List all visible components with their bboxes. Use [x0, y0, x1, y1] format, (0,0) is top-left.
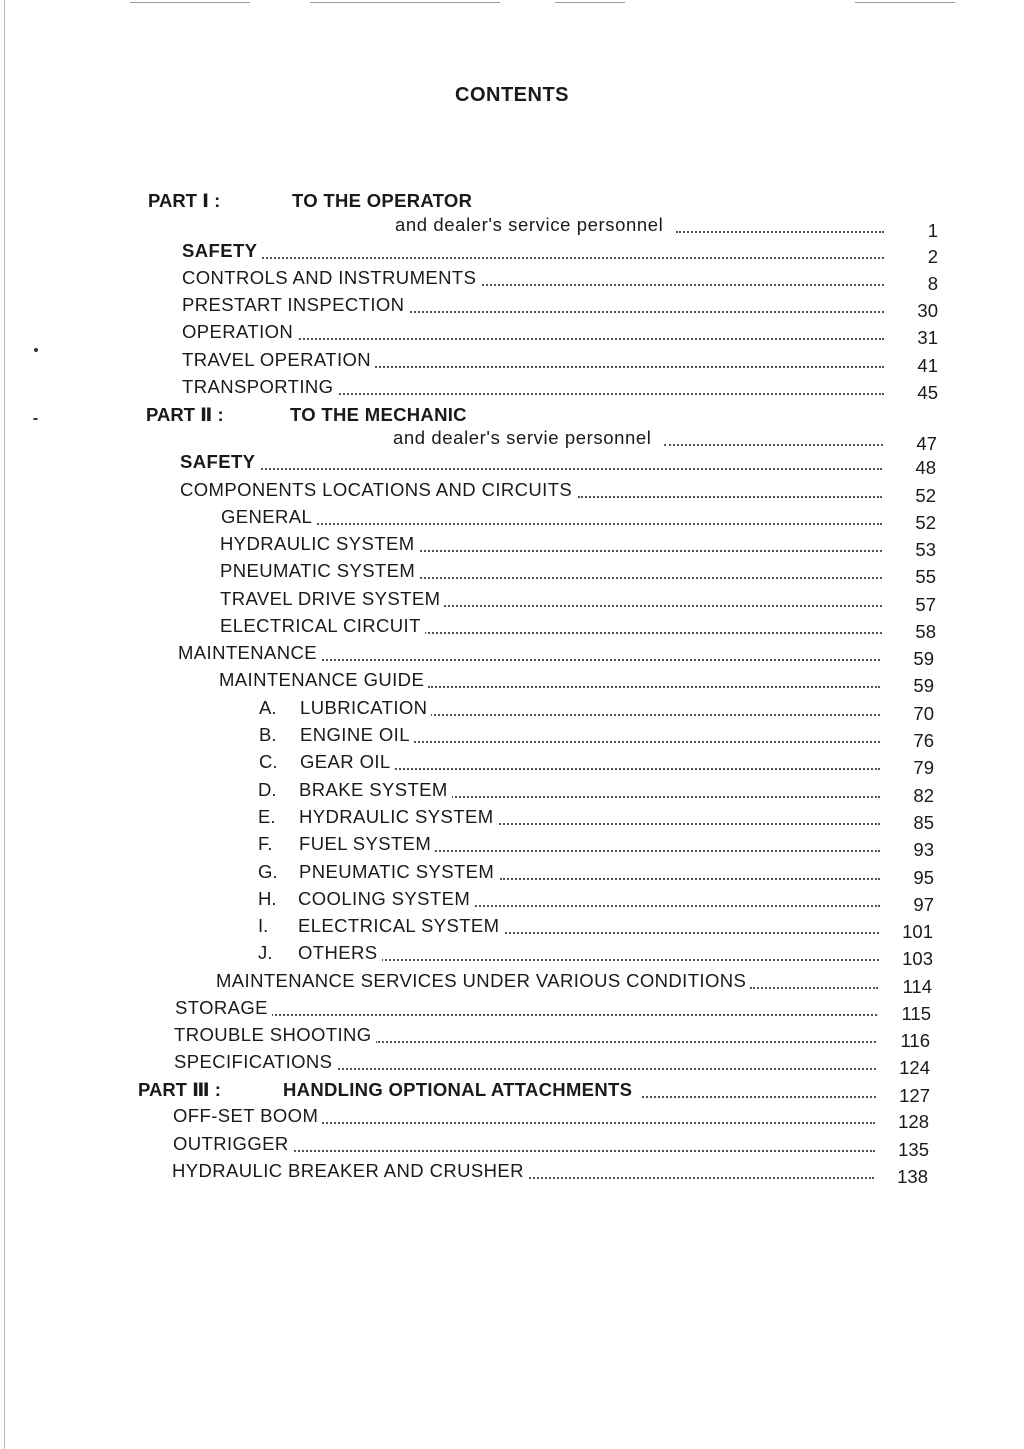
toc-entry — [0, 1051, 1024, 1078]
toc-entry — [0, 779, 1024, 806]
entry-letter: H. — [258, 888, 277, 909]
toc-entry — [0, 724, 1024, 751]
entry-title: SAFETY — [182, 240, 261, 262]
toc-entry — [0, 861, 1024, 888]
toc-part-heading — [0, 1079, 1024, 1106]
toc-part-heading — [0, 190, 1024, 217]
leader-dots — [310, 523, 882, 525]
page-number: 115 — [901, 1003, 931, 1024]
leader-dots — [410, 741, 880, 743]
entry-letter: F. — [258, 833, 273, 854]
leader-dots — [498, 932, 879, 934]
toc-entry — [0, 915, 1024, 942]
toc-entry — [0, 833, 1024, 860]
page-number: 82 — [913, 785, 934, 806]
leader-dots — [432, 850, 880, 852]
leader-dots — [415, 632, 882, 634]
leader-dots — [375, 1041, 876, 1043]
page-number: 85 — [913, 812, 934, 833]
leader-dots — [440, 605, 882, 607]
toc-entry — [0, 642, 1024, 669]
toc-entry — [0, 427, 1024, 454]
entry-title: TRAVEL OPERATION — [182, 349, 375, 371]
toc-entry — [0, 669, 1024, 696]
entry-title: TROUBLE SHOOTING — [174, 1024, 376, 1046]
entry-title: PNEUMATIC SYSTEM — [220, 560, 419, 582]
entry-letter: C. — [259, 751, 278, 772]
leader-dots — [428, 686, 880, 688]
scan-artifact — [855, 2, 955, 3]
entry-title: OPERATION — [182, 321, 297, 343]
leader-dots — [332, 393, 884, 395]
page-number: 116 — [900, 1030, 930, 1051]
entry-title: and dealer's servie personnel — [393, 427, 656, 449]
leader-dots — [676, 231, 884, 233]
entry-title: TRANSPORTING — [182, 376, 337, 398]
page-number: 31 — [917, 327, 938, 348]
leader-dots — [415, 550, 882, 552]
page-number: 128 — [898, 1111, 929, 1132]
page-number: 93 — [913, 839, 934, 860]
entry-title: COMPONENTS LOCATIONS AND CIRCUITS — [180, 479, 576, 501]
toc-entry — [0, 1133, 1024, 1160]
entry-title: HYDRAULIC SYSTEM — [299, 806, 498, 828]
entry-title: OFF-SET BOOM — [173, 1105, 322, 1127]
leader-dots — [392, 768, 880, 770]
leader-dots — [330, 1068, 876, 1070]
toc-entry — [0, 267, 1024, 294]
page-number: 2 — [927, 246, 938, 267]
page-number: 47 — [916, 433, 937, 454]
toc-entry — [0, 451, 1024, 478]
leader-dots — [500, 878, 880, 880]
toc-entry — [0, 615, 1024, 642]
entry-title: GEAR OIL — [300, 751, 395, 773]
entry-title: LUBRICATION — [300, 697, 431, 719]
entry-title: ENGINE OIL — [300, 724, 414, 746]
toc-entry — [0, 214, 1024, 241]
page-number: 124 — [899, 1057, 930, 1078]
toc-entry — [0, 479, 1024, 506]
leader-dots — [402, 311, 884, 313]
entry-title: TRAVEL DRIVE SYSTEM — [220, 588, 444, 610]
toc-entry — [0, 240, 1024, 267]
toc-entry — [0, 697, 1024, 724]
toc-entry — [0, 321, 1024, 348]
part-label: PART Ⅲ : — [138, 1079, 221, 1100]
leader-dots — [376, 959, 879, 961]
entry-letter: A. — [259, 697, 277, 718]
toc-entry — [0, 376, 1024, 403]
toc-entry — [0, 806, 1024, 833]
entry-title: BRAKE SYSTEM — [299, 779, 452, 801]
toc-entry — [0, 588, 1024, 615]
entry-title: PRESTART INSPECTION — [182, 294, 408, 316]
leader-dots — [496, 823, 880, 825]
entry-title: COOLING SYSTEM — [298, 888, 474, 910]
leader-dots — [287, 1150, 875, 1152]
leader-dots — [267, 1014, 877, 1016]
leader-dots — [255, 257, 884, 259]
page-number: 48 — [915, 457, 936, 478]
entry-title: OTHERS — [298, 942, 382, 964]
entry-title: MAINTENANCE SERVICES UNDER VARIOUS CONDITIONS — [216, 970, 750, 992]
page-number: 101 — [902, 921, 933, 942]
leader-dots — [254, 468, 882, 470]
page-number: 59 — [913, 648, 934, 669]
toc-entry — [0, 506, 1024, 533]
entry-title: OUTRIGGER — [173, 1133, 293, 1155]
toc-entry — [0, 1105, 1024, 1132]
page-number: 8 — [927, 273, 938, 294]
leader-dots — [482, 284, 884, 286]
page-number: 70 — [913, 703, 934, 724]
page-number: 45 — [917, 382, 938, 403]
leader-dots — [578, 496, 882, 498]
part-label: PART Ⅰ : — [148, 190, 221, 211]
page-number: 30 — [917, 300, 938, 321]
entry-title: GENERAL — [221, 506, 316, 528]
page-number: 127 — [899, 1085, 930, 1106]
page-number: 58 — [915, 621, 936, 642]
part-label: PART Ⅱ : — [146, 404, 224, 425]
page-number: 135 — [898, 1139, 929, 1160]
entry-title: SAFETY — [180, 451, 259, 473]
leader-dots — [318, 659, 880, 661]
entry-title: CONTROLS AND INSTRUMENTS — [182, 267, 480, 289]
leader-dots — [750, 987, 878, 989]
entry-title: STORAGE — [175, 997, 272, 1019]
page-number: 41 — [917, 355, 938, 376]
page-number: 53 — [915, 539, 936, 560]
entry-title: ELECTRICAL SYSTEM — [298, 915, 503, 937]
leader-dots — [319, 1122, 875, 1124]
entry-letter: E. — [258, 806, 276, 827]
toc-entry — [0, 1160, 1024, 1187]
entry-title: HYDRAULIC BREAKER AND CRUSHER — [172, 1160, 528, 1182]
toc-entry — [0, 294, 1024, 321]
entry-title: FUEL SYSTEM — [299, 833, 435, 855]
page-number: 95 — [913, 867, 934, 888]
leader-dots — [522, 1177, 874, 1179]
page-number: 55 — [915, 566, 936, 587]
toc-entry — [0, 942, 1024, 969]
entry-letter: I. — [258, 915, 269, 936]
page-number: 1 — [927, 220, 938, 241]
page-title: CONTENTS — [455, 84, 569, 106]
leader-dots — [448, 796, 880, 798]
page-number: 114 — [902, 976, 932, 997]
leader-dots — [372, 366, 884, 368]
entry-title: MAINTENANCE GUIDE — [219, 669, 428, 691]
entry-title: PNEUMATIC SYSTEM — [299, 861, 498, 883]
toc-entry — [0, 888, 1024, 915]
entry-title: SPECIFICATIONS — [174, 1051, 336, 1073]
toc-entry — [0, 1024, 1024, 1051]
toc-entry — [0, 560, 1024, 587]
leader-dots — [472, 905, 880, 907]
entry-letter: G. — [258, 861, 278, 882]
leader-dots — [430, 714, 880, 716]
leader-dots — [642, 1096, 876, 1098]
part-title: HANDLING OPTIONAL ATTACHMENTS — [283, 1079, 636, 1101]
entry-title: MAINTENANCE — [178, 642, 321, 664]
page-number: 52 — [915, 485, 936, 506]
page-number: 103 — [902, 948, 933, 969]
page-number: 52 — [915, 512, 936, 533]
toc-entry — [0, 349, 1024, 376]
leader-dots — [664, 444, 883, 446]
scan-artifact — [310, 2, 500, 3]
toc-entry — [0, 970, 1024, 997]
page-number: 76 — [913, 730, 934, 751]
leader-dots — [292, 338, 884, 340]
toc-entry — [0, 997, 1024, 1024]
toc-entry — [0, 751, 1024, 778]
entry-title: ELECTRICAL CIRCUIT — [220, 615, 425, 637]
entry-title: and dealer's service personnel — [395, 214, 667, 236]
page-number: 59 — [913, 675, 934, 696]
entry-title: HYDRAULIC SYSTEM — [220, 533, 419, 555]
scan-artifact — [555, 2, 625, 3]
entry-letter: B. — [259, 724, 277, 745]
entry-letter: J. — [258, 942, 273, 963]
scan-artifact — [130, 2, 250, 3]
part-title: TO THE MECHANIC — [290, 404, 471, 426]
page-number: 79 — [913, 757, 934, 778]
page-number: 97 — [913, 894, 934, 915]
entry-letter: D. — [258, 779, 277, 800]
toc-entry — [0, 533, 1024, 560]
page-number: 138 — [897, 1166, 928, 1187]
part-title: TO THE OPERATOR — [292, 190, 476, 212]
page-number: 57 — [915, 594, 936, 615]
leader-dots — [420, 577, 882, 579]
